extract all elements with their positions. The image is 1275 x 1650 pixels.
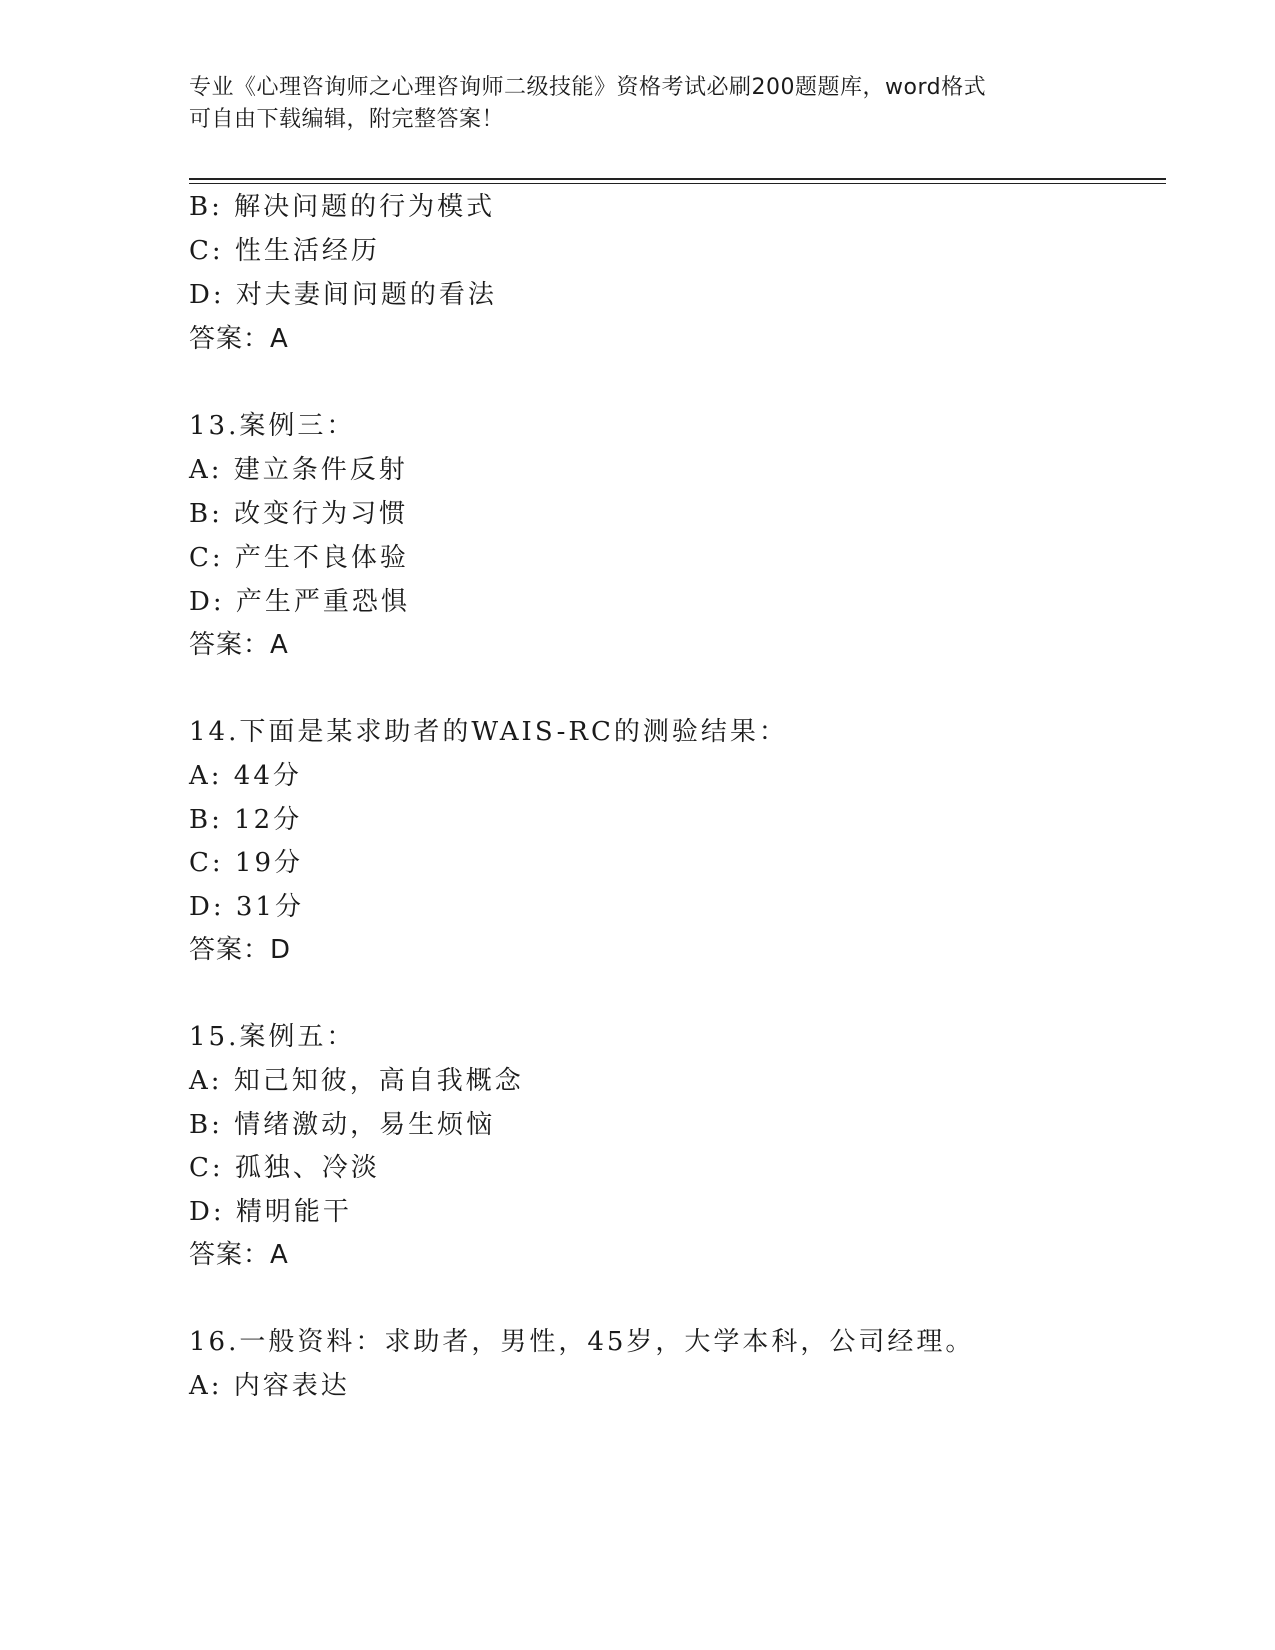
header-line-2: 可自由下载编辑，附完整答案！ (189, 107, 505, 132)
q15-option-c: C: 孤独、冷淡 (189, 1153, 380, 1183)
q15-answer: 答案：A (189, 1240, 289, 1270)
q13-answer: 答案：A (189, 630, 289, 660)
q16-option-a: A: 内容表达 (189, 1371, 350, 1401)
q14-option-c: C: 19分 (189, 848, 304, 878)
q14-answer: 答案：D (189, 935, 292, 965)
q15-option-d: D: 精明能干 (189, 1197, 352, 1227)
q16-question: 16.一般资料：求助者，男性，45岁，大学本科，公司经理。 (189, 1327, 975, 1357)
q14-question: 14.下面是某求助者的WAIS-RC的测验结果： (189, 717, 788, 747)
q15-option-b: B: 情绪激动，易生烦恼 (189, 1110, 496, 1140)
q12-option-c: C: 性生活经历 (189, 236, 380, 266)
document-header (189, 72, 1089, 136)
q15-question: 15.案例五： (189, 1022, 356, 1052)
q13-question: 13.案例三： (189, 411, 356, 441)
header-divider (189, 178, 1166, 184)
q13-option-c: C: 产生不良体验 (189, 543, 409, 573)
q13-option-d: D: 产生严重恐惧 (189, 587, 410, 617)
q12-option-b: B: 解决问题的行为模式 (189, 192, 496, 222)
q13-option-b: B: 改变行为习惯 (189, 499, 409, 529)
q14-option-d: D: 31分 (189, 892, 304, 922)
q14-option-b: B: 12分 (189, 805, 303, 835)
q12-option-d: D: 对夫妻间问题的看法 (189, 280, 497, 310)
q15-option-a: A: 知己知彼，高自我概念 (189, 1066, 524, 1096)
header-line-1: 专业《心理咨询师之心理咨询师二级技能》资格考试必刷200题题库，word格式 (189, 75, 987, 100)
q12-answer: 答案：A (189, 324, 289, 354)
q14-option-a: A: 44分 (189, 761, 302, 791)
q13-option-a: A: 建立条件反射 (189, 455, 408, 485)
